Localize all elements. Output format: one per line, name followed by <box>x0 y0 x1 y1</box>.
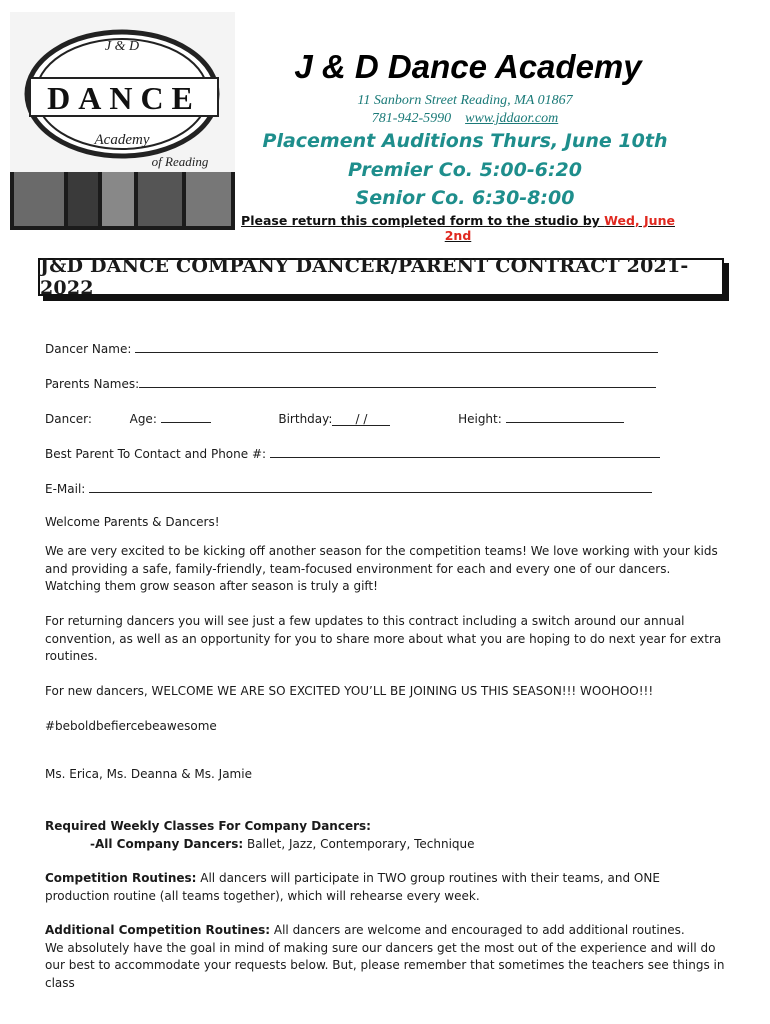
letter-paragraph-2: For returning dancers you will see just a few updates to this contract including a switch around our annual convention, as well as an opportunity for you to share more about what you are hoping to do next year for extra routines. <box>45 614 722 663</box>
additional-routines-text-2: We absolutely have the goal in mind of making sure our dancers get the most out of the experience and will do our best to accommodate your requests below. But, please remember that sometimes the teachers see things in class <box>45 940 725 990</box>
all-company-line <box>90 836 720 854</box>
parents-names-row <box>45 375 656 391</box>
hashtag: #beboldbefiercebeawesome <box>45 719 217 733</box>
dancer-details-row <box>45 410 624 426</box>
birthday-slashes: / / <box>355 412 368 426</box>
email-row <box>45 480 652 496</box>
dancer-name-label: Dancer Name: <box>45 342 132 356</box>
competition-routines-label: Competition Routines: <box>45 871 197 885</box>
all-company-classes: Ballet, Jazz, Contemporary, Technique <box>243 837 475 851</box>
best-parent-label: Best Parent To Contact and Phone #: <box>45 447 267 461</box>
dancer-name-row <box>45 340 658 356</box>
logo-academy-text: Academy <box>94 132 150 148</box>
parents-names-label: Parents Names: <box>45 377 140 391</box>
signoff: Ms. Erica, Ms. Deanna & Ms. Jamie <box>45 767 252 781</box>
academy-address <box>280 92 650 128</box>
additional-routines-text: All dancers are welcome and encouraged to add additional routines. <box>270 923 685 937</box>
best-parent-field[interactable] <box>270 445 660 458</box>
return-note-text: Please return this completed form to the studio by <box>241 213 605 228</box>
contract-title-box <box>38 255 724 299</box>
competition-routines-text: All dancers will participate in TWO group routines with their teams, and ONE production routine (all teams together), which will rehearse every week. <box>45 871 660 903</box>
dancer-label: Dancer: <box>45 412 92 426</box>
academy-logo <box>10 12 235 230</box>
academy-title: J & D Dance Academy <box>294 48 642 85</box>
height-field[interactable] <box>506 410 624 423</box>
age-label: Age: <box>129 412 157 426</box>
age-field[interactable] <box>161 410 211 423</box>
weekly-classes-heading <box>45 818 725 836</box>
logo-top-text: J & D <box>104 39 140 54</box>
weekly-classes-title: Required Weekly Classes For Company Dancers: <box>45 819 371 833</box>
email-label: E-Mail: <box>45 482 86 496</box>
birthday-label: Birthday: <box>278 412 333 426</box>
letter-paragraph-3: For new dancers, WELCOME WE ARE SO EXCITED YOU’LL BE JOINING US THIS SEASON!!! WOOHOO!!! <box>45 684 654 698</box>
competition-routines <box>45 870 725 905</box>
additional-routines <box>45 922 725 992</box>
parents-names-field[interactable] <box>139 375 656 388</box>
email-field[interactable] <box>89 480 652 493</box>
contact-line <box>280 110 650 128</box>
website-link[interactable]: www.jddaor.com <box>465 111 559 126</box>
greeting: Welcome Parents & Dancers! <box>45 515 220 529</box>
phone-number: 781-942-5990 <box>371 111 452 126</box>
height-label: Height: <box>458 412 502 426</box>
all-company-label: -All Company Dancers: <box>90 837 244 851</box>
contract-title: J&D DANCE COMPANY DANCER/PARENT CONTRACT 2021-2022 <box>40 255 689 299</box>
premier-time: Premier Co. 5:00-6:20 <box>347 159 582 181</box>
senior-time: Senior Co. 6:30-8:00 <box>355 187 575 209</box>
best-parent-row <box>45 445 660 461</box>
address-line: 11 Sanborn Street Reading, MA 01867 <box>357 93 573 108</box>
return-date: Wed, June 2nd <box>444 213 675 243</box>
letter-paragraph-1: We are very excited to be kicking off another season for the competition teams! We love working with your kids and providing a safe, family-friendly, team-focused environment for each and every one of our dancers. Watching them grow season after season is truly a gift! <box>45 544 718 593</box>
logo-main-text: DANCE <box>47 80 201 116</box>
birthday-field[interactable] <box>332 413 390 426</box>
additional-routines-label: Additional Competition Routines: <box>45 923 271 937</box>
logo-reading-text: of Reading <box>151 154 209 169</box>
auditions-line: Placement Auditions Thurs, June 10th <box>262 130 668 152</box>
return-note <box>238 213 678 243</box>
dancer-name-field[interactable] <box>135 340 658 353</box>
